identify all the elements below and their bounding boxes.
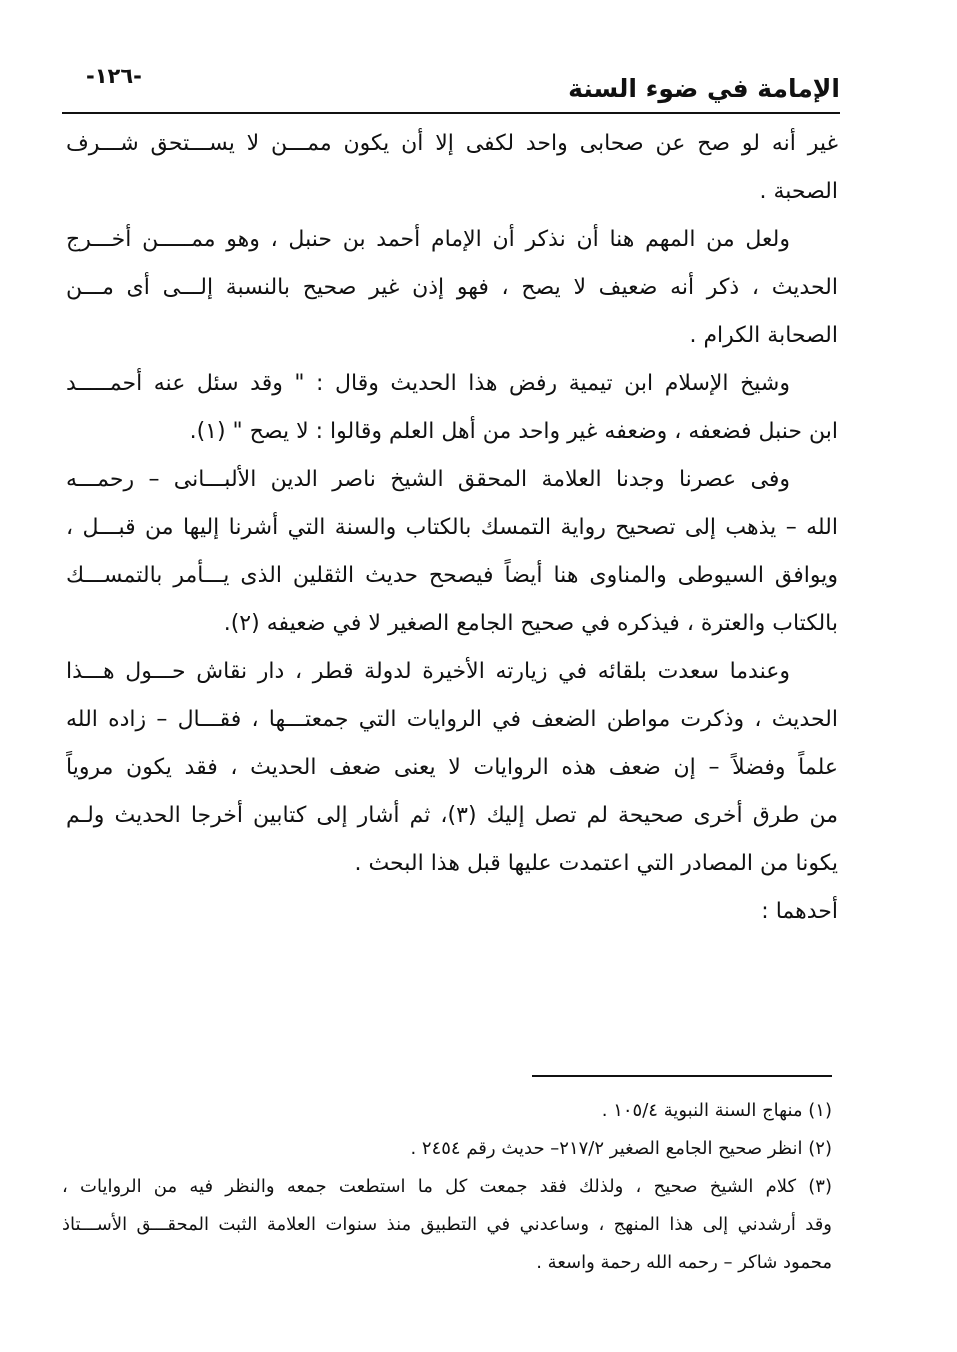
body-line: الصحبة . [759,179,838,204]
body-line: ويوافق السيوطى والمناوى هنا أيضاً فيصحح حديث الثقلين الذى يـــأمر بالتمســـك [66,563,838,588]
footnote-line: (٣) كلام الشيخ صحيح ، ولذلك فقد جمعت كل ما استطعت جمعه والنظر فيه من الروايات ، [62,1176,832,1197]
header-rule [62,112,840,114]
body-line: غير أنه لو صح عن صحابى واحد لكفى إلا أن يكون ممـــن لا يســـتحق شـــرف [66,131,838,156]
footnote-line: (٢) انظر صحيح الجامع الصغير ٢١٧/٢– حديث رقم ٢٤٥٤ . [410,1138,832,1159]
body-line: وشيخ الإسلام ابن تيمية رفض هذا الحديث وقال : " وقد سئل عنه أحمـــــد [66,371,790,396]
footnote-line: محمود شاكر – رحمه الله رحمة واسعة . [536,1252,832,1273]
body-line: بالكتاب والعترة ، فيذكره في صحيح الجامع الصغير لا في ضعيفه (٢). [223,611,838,636]
body-line: من طرق أخرى صحيحة لم تصل إليك (٣)، ثم أشار إلى كتابين أخرجا الحديث ولـم [66,803,838,828]
page-number: -١٢٦- [86,64,142,88]
body-line: ابن حنبل فضعفه ، وضعفه غير واحد من أهل العلم وقالوا : لا يصح " (١). [189,419,838,444]
body-line: وفى عصرنا وجدنا العلامة المحقق الشيخ ناصر الدين الألبـــانى – رحمـــه [66,467,790,492]
footnote-rule [532,1075,832,1077]
page-header [62,64,840,112]
body-line: الصحابة الكرام . [689,323,838,348]
body-line: علماً وفضلاً – إن ضعف هذه الروايات لا يعنى ضعف الحديث ، فقد يكون مروياً [66,755,838,780]
body-line: الحديث ، وذكرت مواطن الضعف في الروايات التي جمعتـــها ، فقـــال – زاده الله [66,707,838,732]
body-line: وعندما سعدت بلقائه في زيارته الأخيرة لدولة قطر ، دار نقاش حـــول هـــذا [66,659,790,684]
body-line: ولعل من المهم هنا أن نذكر أن الإمام أحمد بن حنبل ، وهو ممـــــن أخـــرج [66,227,790,252]
body-line: الحديث ، ذكر أنه ضعيف لا يصح ، فهو إذن غير صحيح بالنسبة إلـــى أى مـــن [66,275,838,300]
footnote-line: وقد أرشدني إلى هذا المنهج ، وساعدني في التطبيق منذ سنوات العلامة الثبت المحقـــق الأســـتاذ [62,1214,832,1235]
body-text [66,120,838,936]
body-line: يكونا من المصادر التي اعتمدت عليها قبل هذا البحث . [354,851,838,876]
footnotes [62,1092,832,1282]
body-line: أحدهما : [761,899,838,924]
running-title: الإمامة في ضوء السنة [568,74,840,103]
footnote-line: (١) منهاج السنة النبوية ١٠٥/٤ . [601,1100,832,1121]
body-line: الله – يذهب إلى تصحيح رواية التمسك بالكتاب والسنة التي أشرنا إليها من قبـــل ، [66,515,838,540]
